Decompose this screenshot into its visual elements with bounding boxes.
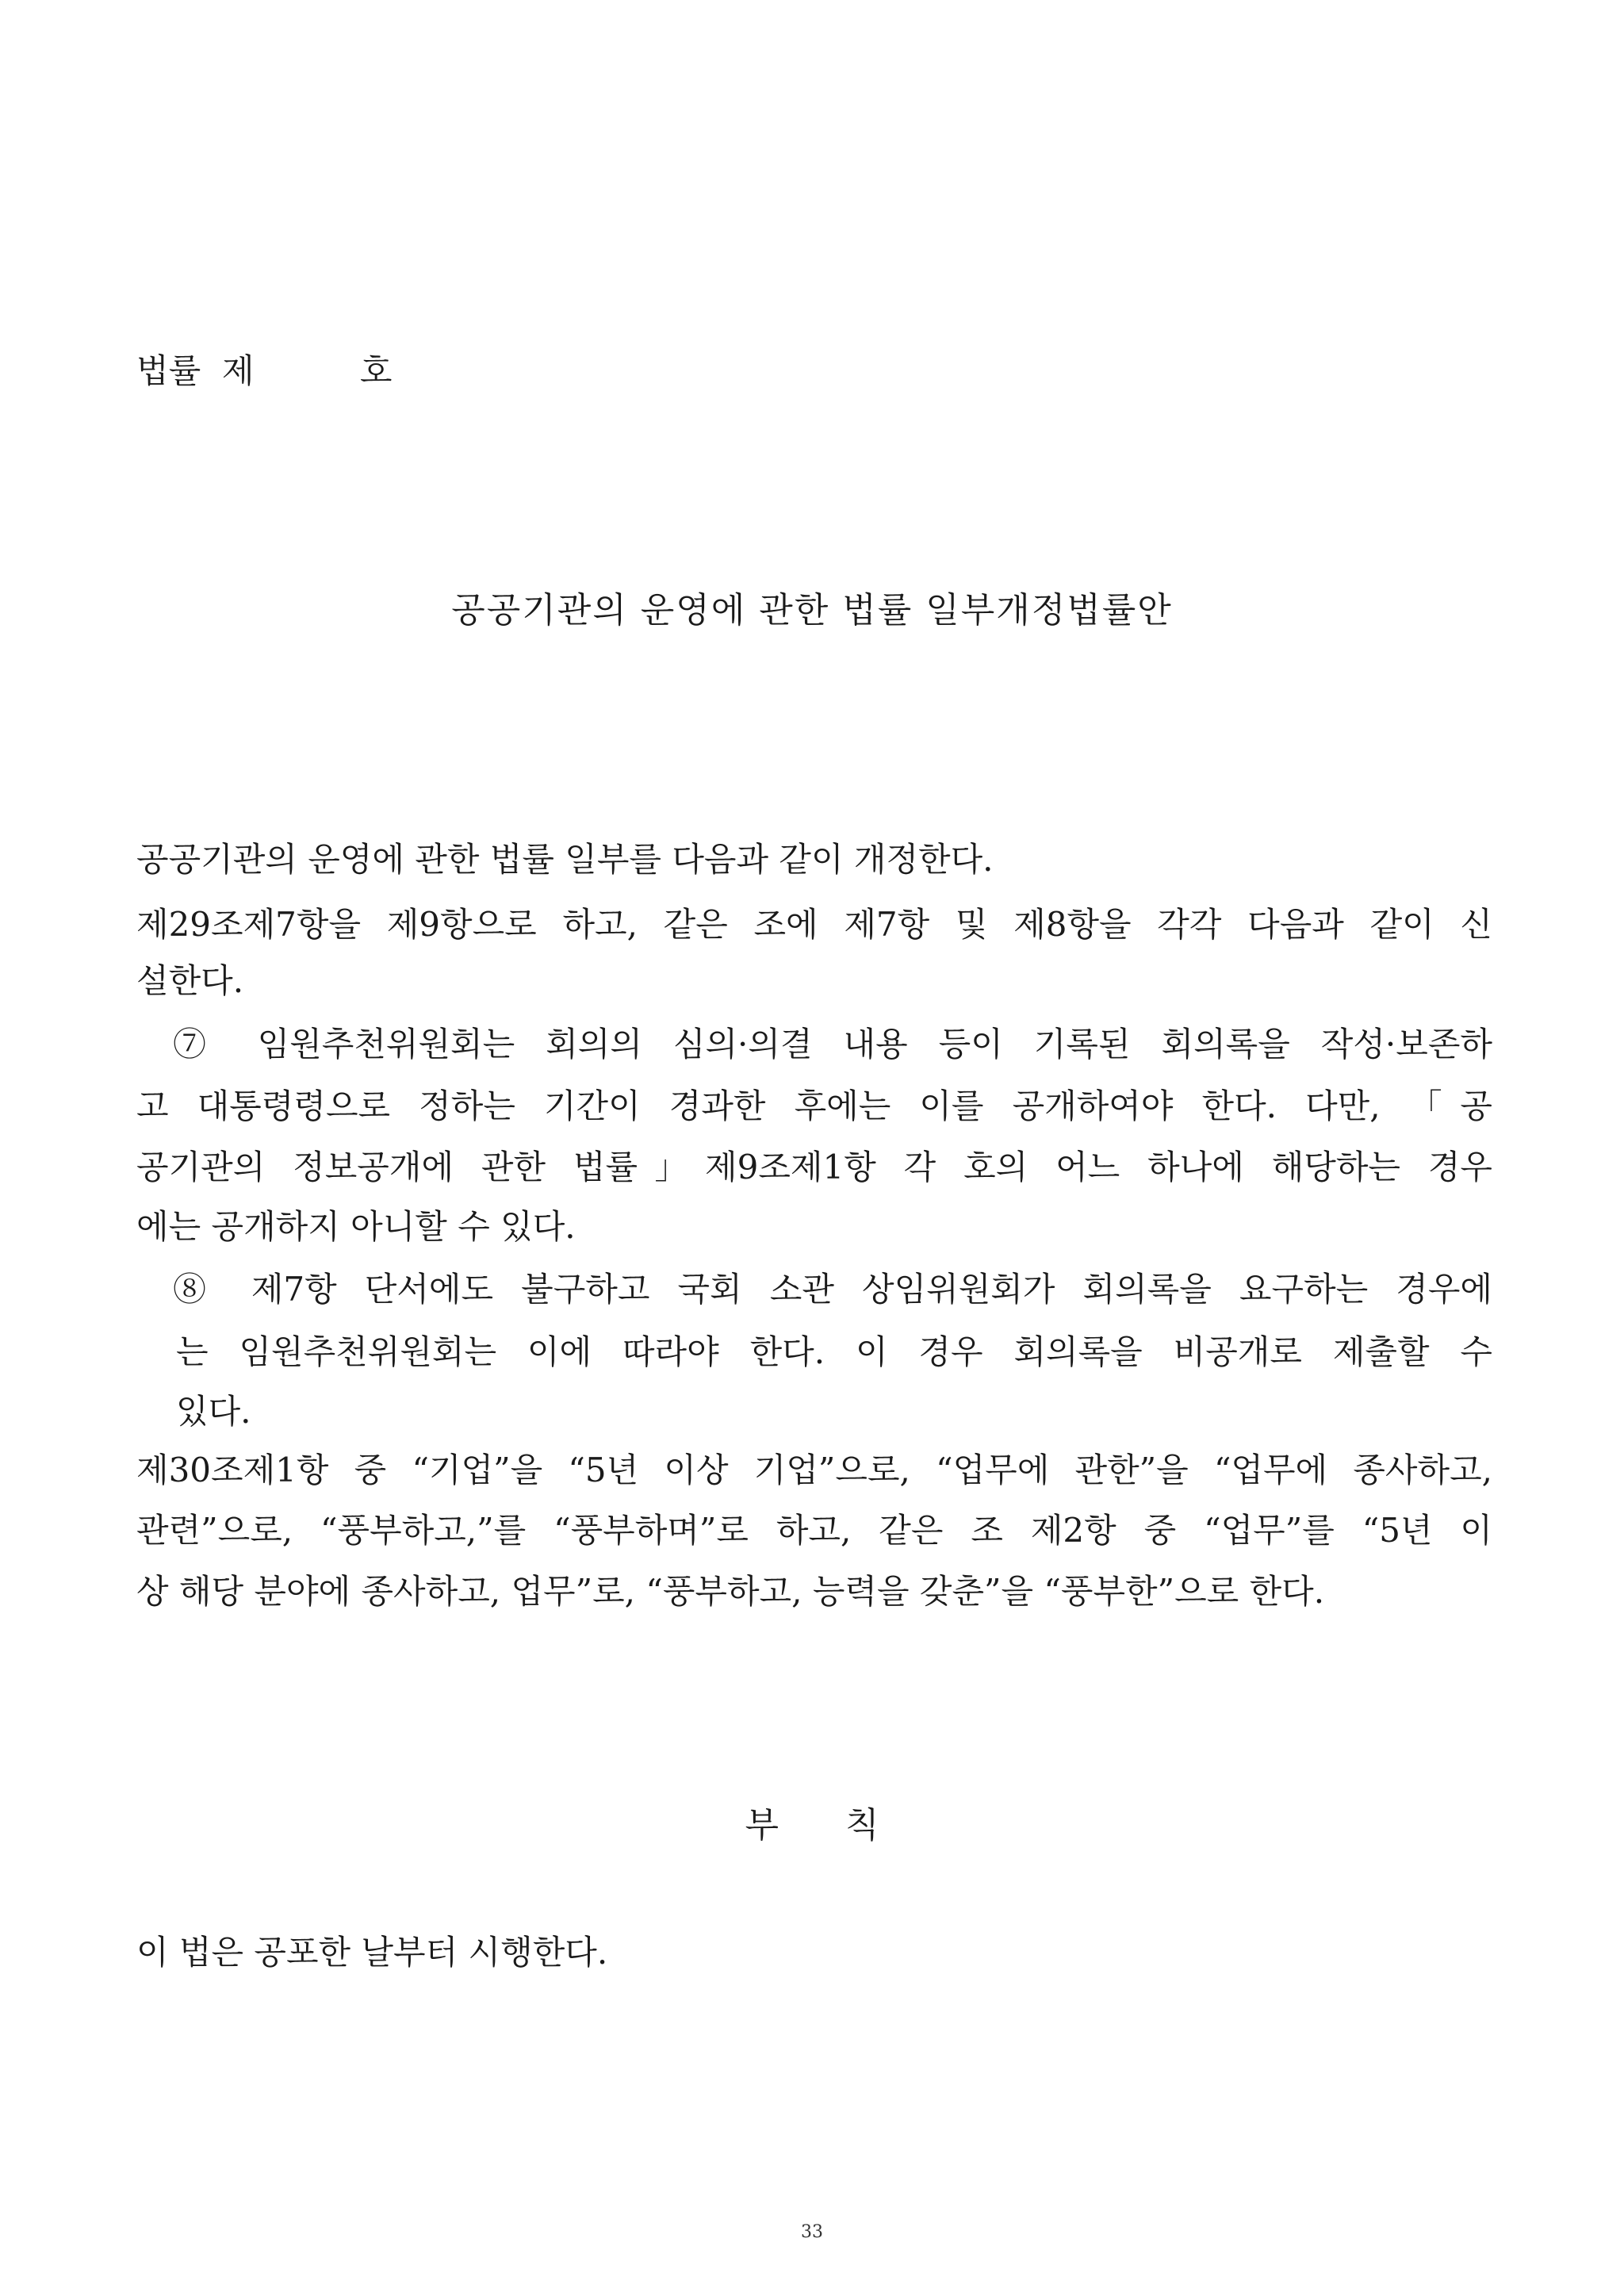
- supplementary-provisions-title: 부 칙: [745, 1805, 879, 1846]
- paragraph-7-line-2: 고 대통령령으로 정하는 기간이 경과한 후에는 이를 공개하여야 한다. 다만, 「공: [136, 1087, 1492, 1125]
- paragraph-7-line-4: 에는 공개하지 아니할 수 있다.: [136, 1207, 576, 1246]
- bill-title: 공공기관의 운영에 관한 법률 일부개정법률안: [451, 590, 1173, 631]
- article-30-line-2: 관련”으로, “풍부하고,”를 “풍부하며”로 하고, 같은 조 제2항 중 “업무”를 “5년 이: [136, 1511, 1492, 1550]
- paragraph-7-line-1: ⑦ 임원추천위원회는 회의의 심의·의결 내용 등이 기록된 회의록을 작성·보존하: [173, 1025, 1492, 1064]
- article-29-instruction-cont: 설한다.: [136, 961, 244, 1000]
- page-number: 33: [801, 2222, 823, 2242]
- supplementary-provision-text: 이 법은 공포한 날부터 시행한다.: [136, 1933, 608, 1972]
- article-30-line-1: 제30조제1항 중 “기업”을 “5년 이상 기업”으로, “업무에 관한”을 “업무에 종사하고,: [136, 1451, 1492, 1489]
- paragraph-8-line-2: 는 임원추천위원회는 이에 따라야 한다. 이 경우 회의록을 비공개로 제출할 수: [176, 1332, 1492, 1371]
- law-number: 법률 제 호: [136, 351, 393, 390]
- article-30-line-3: 상 해당 분야에 종사하고, 업무”로, “풍부하고, 능력을 갖춘”을 “풍부한”으로 한다.: [136, 1572, 1325, 1611]
- amendment-intro: 공공기관의 운영에 관한 법률 일부를 다음과 같이 개정한다.: [136, 840, 994, 879]
- article-29-instruction: 제29조제7항을 제9항으로 하고, 같은 조에 제7항 및 제8항을 각각 다음과 같이 신: [136, 905, 1492, 944]
- paragraph-7-line-3: 공기관의 정보공개에 관한 법률」제9조제1항 각 호의 어느 하나에 해당하는 경우: [136, 1148, 1492, 1186]
- paragraph-8-line-3: 있다.: [176, 1392, 251, 1431]
- paragraph-8-line-1: ⑧ 제7항 단서에도 불구하고 국회 소관 상임위원회가 회의록을 요구하는 경우에: [173, 1270, 1492, 1309]
